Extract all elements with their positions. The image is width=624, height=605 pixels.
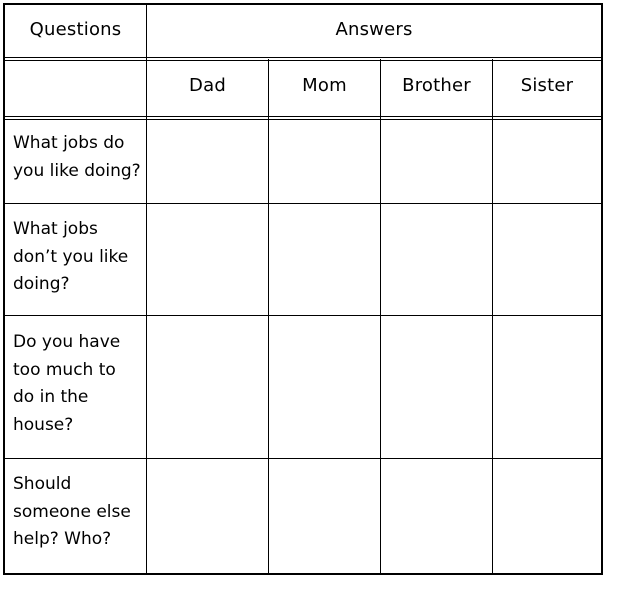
question-4: Should someone else help? Who? [13,474,131,549]
column-header-brother: Brother [402,75,471,96]
answer-cell[interactable] [269,316,380,458]
answer-cell[interactable] [381,459,492,573]
question-3: Do you have too much to do in the house? [13,332,121,435]
answer-cell[interactable] [493,204,601,315]
survey-table [3,3,603,575]
answer-cell[interactable] [269,119,380,203]
answer-cell[interactable] [381,119,492,203]
answer-cell[interactable] [147,316,268,458]
answer-cell[interactable] [493,119,601,203]
header-divider [5,57,601,61]
question-2: What jobs don’t you like doing? [13,219,129,294]
column-header-mom: Mom [302,75,347,96]
question-1: What jobs do you like doing? [13,133,141,181]
answer-cell[interactable] [269,459,380,573]
answer-cell[interactable] [147,204,268,315]
answer-cell[interactable] [493,459,601,573]
answer-cell[interactable] [381,316,492,458]
answer-cell[interactable] [493,316,601,458]
column-header-sister: Sister [520,75,574,96]
column-header-dad: Dad [189,75,226,96]
questions-header: Questions [29,19,122,40]
answer-cell[interactable] [147,119,268,203]
answer-cell[interactable] [269,204,380,315]
answer-cell[interactable] [147,459,268,573]
answers-header: Answers [335,19,413,40]
answer-cell[interactable] [381,204,492,315]
